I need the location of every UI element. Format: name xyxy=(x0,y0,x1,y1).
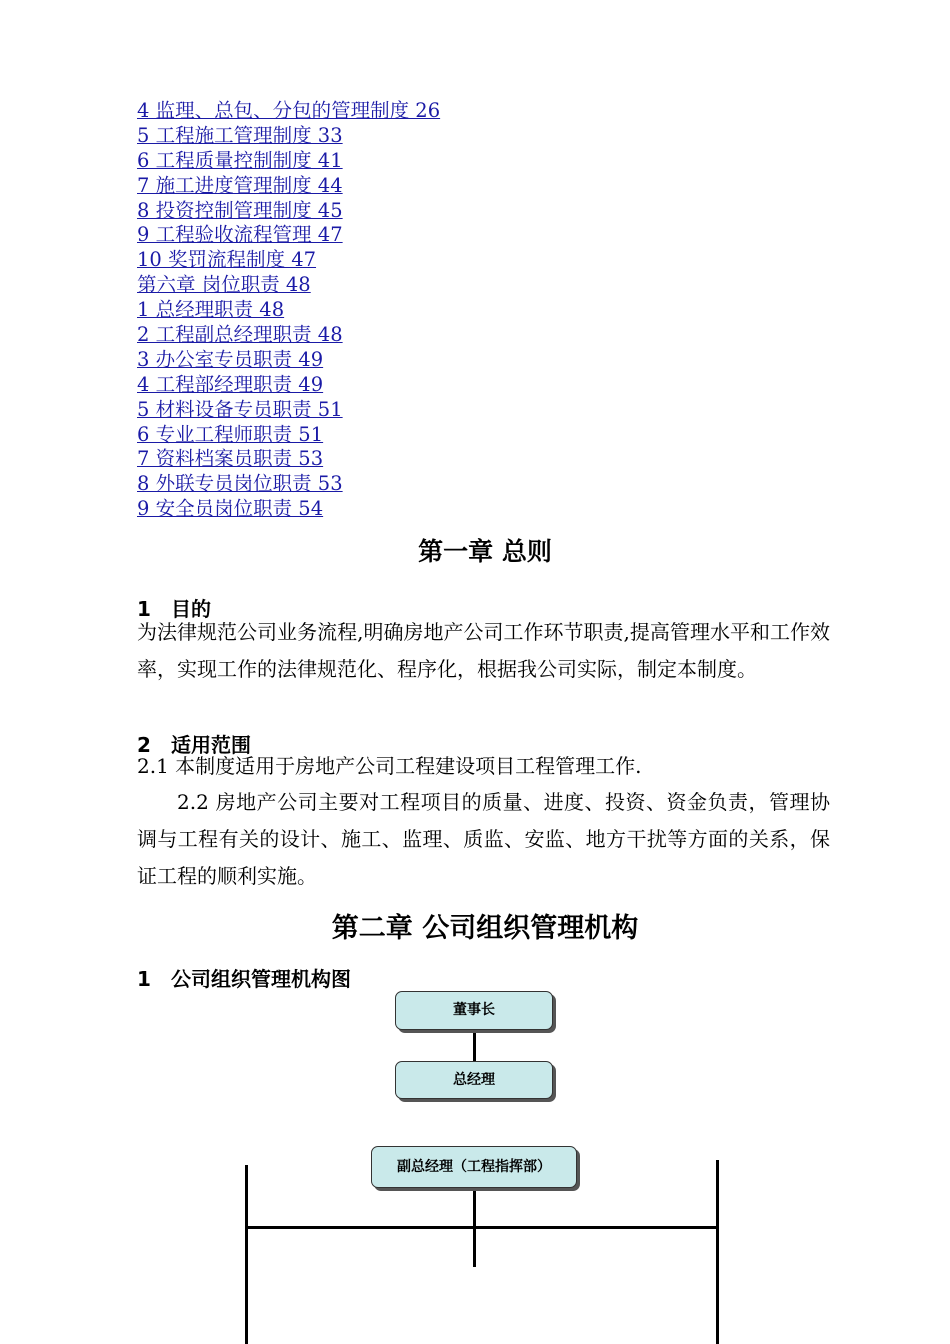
toc-item[interactable] xyxy=(137,248,440,273)
org-node-chairman: 董事长 xyxy=(395,991,553,1030)
chapter-1-title: 第一章 总则 xyxy=(418,537,552,566)
toc-item[interactable] xyxy=(137,298,440,323)
org-node-general-manager: 总经理 xyxy=(395,1061,553,1099)
connector-line xyxy=(716,1160,719,1344)
toc-item[interactable] xyxy=(137,348,440,373)
toc-item[interactable] xyxy=(137,373,440,398)
toc-link[interactable]: 7 资料档案员职责 53 xyxy=(137,447,324,471)
toc-item[interactable] xyxy=(137,447,440,472)
toc-item[interactable] xyxy=(137,273,440,298)
toc-link[interactable]: 6 专业工程师职责 51 xyxy=(137,422,324,446)
toc-link[interactable]: 7 施工进度管理制度 44 xyxy=(137,173,343,197)
toc-item[interactable] xyxy=(137,472,440,497)
toc-item[interactable] xyxy=(137,323,440,348)
section-heading-text: 目的 xyxy=(171,597,211,621)
toc-link[interactable]: 9 工程验收流程管理 47 xyxy=(137,223,343,247)
toc-link[interactable]: 4 监理、总包、分包的管理制度 26 xyxy=(137,99,441,122)
table-of-contents xyxy=(137,99,440,522)
toc-item[interactable] xyxy=(137,497,440,522)
connector-line xyxy=(473,1030,476,1063)
toc-item[interactable] xyxy=(137,423,440,448)
toc-link[interactable]: 5 工程施工管理制度 33 xyxy=(137,123,343,147)
toc-item[interactable] xyxy=(137,124,440,149)
section-heading-text: 适用范围 xyxy=(171,733,251,757)
section-heading-text: 公司组织管理机构图 xyxy=(171,967,351,991)
toc-link[interactable]: 3 办公室专员职责 49 xyxy=(137,347,324,371)
section-number: 1 xyxy=(137,597,151,621)
toc-item[interactable] xyxy=(137,398,440,423)
toc-link[interactable]: 6 工程质量控制制度 41 xyxy=(137,148,343,172)
toc-link[interactable]: 8 外联专员岗位职责 53 xyxy=(137,472,343,496)
toc-link[interactable]: 9 安全员岗位职责 54 xyxy=(137,497,324,521)
scope-item-2-1: 2.1 本制度适用于房地产公司工程建设项目工程管理工作. xyxy=(137,754,642,778)
toc-link[interactable]: 8 投资控制管理制度 45 xyxy=(137,198,343,222)
toc-item[interactable] xyxy=(137,174,440,199)
toc-item[interactable] xyxy=(137,199,440,224)
toc-item[interactable] xyxy=(137,223,440,248)
scope-item-2-2: 2.2 房地产公司主要对工程项目的质量、进度、投资、资金负责，管理协调与工程有关的设计、施工、监理、质监、安监、地方干扰等方面的关系，保证工程的顺利实施。 xyxy=(137,790,830,888)
toc-item[interactable] xyxy=(137,99,440,124)
toc-link[interactable]: 第六章 岗位职责 48 xyxy=(137,273,311,297)
org-chart xyxy=(0,985,950,1344)
chapter-2-title: 第二章 公司组织管理机构 xyxy=(331,913,639,944)
purpose-paragraph: 为法律规范公司业务流程,明确房地产公司工作环节职责,提高管理水平和工作效率，实现工作的法律规范化、程序化，根据我公司实际，制定本制度。 xyxy=(137,620,830,681)
org-node-deputy-gm: 副总经理（工程指挥部） xyxy=(371,1146,577,1188)
section-number: 1 xyxy=(137,967,151,991)
connector-line xyxy=(245,1165,248,1344)
toc-link[interactable]: 4 工程部经理职责 49 xyxy=(137,372,324,396)
toc-item[interactable] xyxy=(137,149,440,174)
toc-link[interactable]: 2 工程副总经理职责 48 xyxy=(137,323,343,347)
toc-link[interactable]: 10 奖罚流程制度 47 xyxy=(137,248,317,272)
section-number: 2 xyxy=(137,733,151,757)
connector-line xyxy=(247,1226,719,1229)
toc-link[interactable]: 1 总经理职责 48 xyxy=(137,298,285,322)
toc-link[interactable]: 5 材料设备专员职责 51 xyxy=(137,397,343,421)
